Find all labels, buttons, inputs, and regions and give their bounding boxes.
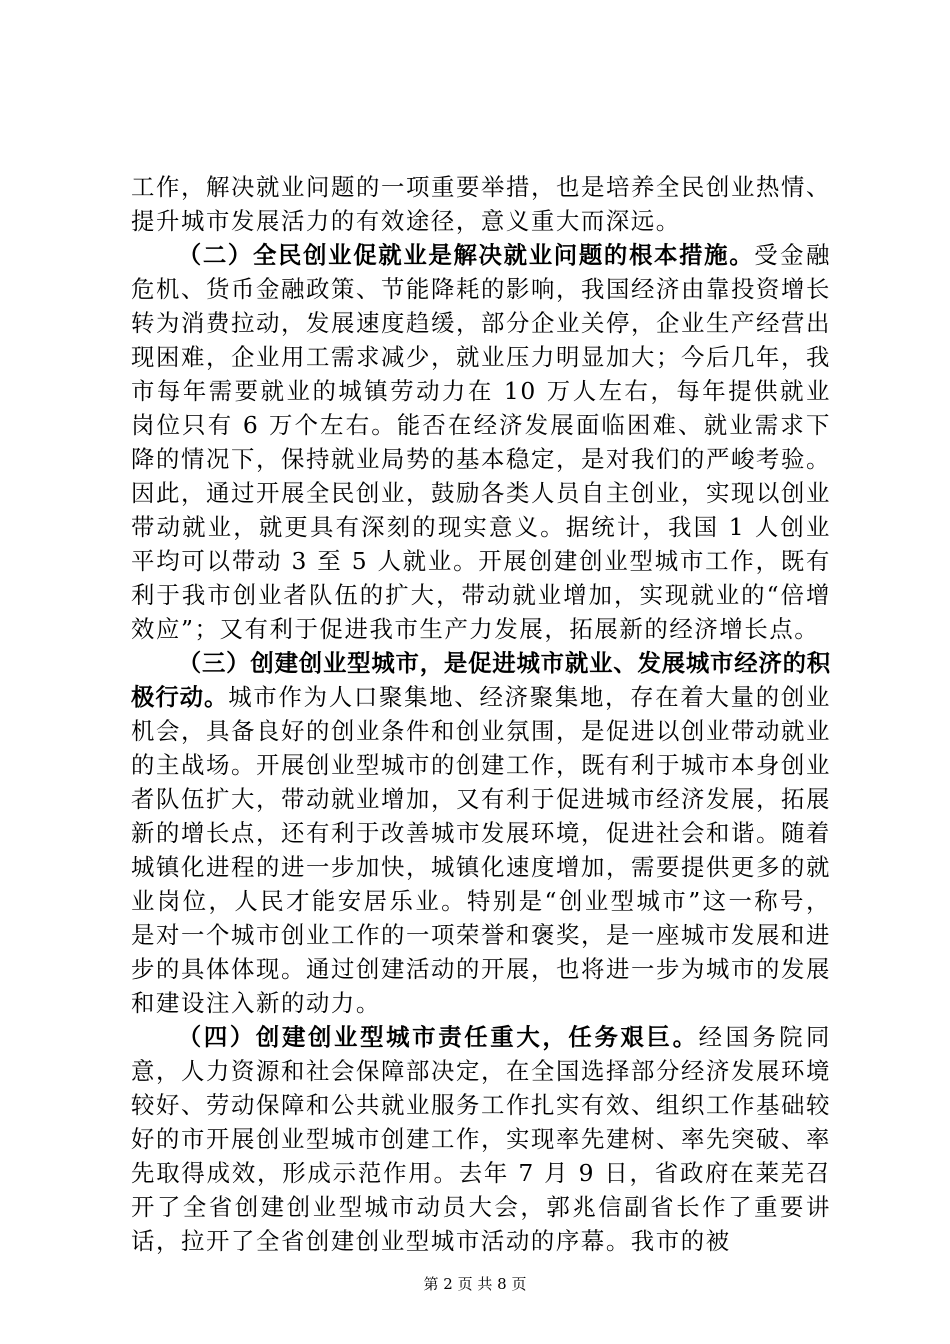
document-body [131,170,831,1258]
section-4-heading: （四）创建创业型城市责任重大，任务艰巨。 [177,1023,699,1051]
section-2-heading: （二）全民创业促就业是解决就业问题的根本措施。 [177,241,755,269]
section-3-paragraph [131,646,831,1020]
section-4-paragraph [131,1020,831,1258]
section-4-body: 经国务院同意，人力资源和社会保障部决定，在全国选择部分经济发展环境较好、劳动保障和公共就业服务工作扎实有效、组织工作基础较好的市开展创业型城市创建工作，实现率先建树、率先突破、率先取得成效，形成示范作用。去年 7 月 9 日，省政府在莱芜召开了全省创建创业型城市动员大会，郭兆信副省长作了重要讲话，拉开了全省创建创业型城市活动的序幕。我市的被 [131,1023,831,1255]
intro-paragraph: 工作，解决就业问题的一项重要举措，也是培养全民创业热情、提升城市发展活力的有效途径，意义重大而深远。 [131,173,831,235]
section-2-paragraph [131,238,831,646]
section-3-heading: （三）创建创业型城市，是促进城市就业、发展城市经济的积极行动。 [131,649,831,711]
section-3-body: 城市作为人口聚集地、经济聚集地，存在着大量的创业机会，具备良好的创业条件和创业氛围，是促进以创业带动就业的主战场。开展创业型城市的创建工作，既有利于城市本身创业者队伍扩大，带动就业增加，又有利于促进城市经济发展，拓展新的增长点，还有利于改善城市发展环境，促进社会和谐。随着城镇化进程的进一步加快，城镇化速度增加，需要提供更多的就业岗位，人民才能安居乐业。特别是“创业型城市”这一称号，是对一个城市创业工作的一项荣誉和褒奖，是一座城市发展和进步的具体体现。通过创建活动的开展，也将进一步为城市的发展和建设注入新的动力。 [131,683,831,1017]
section-2-body: 受金融危机、货币金融政策、节能降耗的影响，我国经济由靠投资增长转为消费拉动，发展速度趋缓，部分企业关停，企业生产经营出现困难，企业用工需求减少，就业压力明显加大；今后几年，我市每年需要就业的城镇劳动力在 10 万人左右，每年提供就业岗位只有 6 万个左右。能否在经济发展面临困难、就业需求下降的情况下，保持就业局势的基本稳定，是对我们的严峻考验。因此，通过开展全民创业，鼓励各类人员自主创业，实现以创业带动就业，就更具有深刻的现实意义。据统计，我国 1 人创业平均可以带动 3 至 5 人就业。开展创建创业型城市工作，既有利于我市创业者队伍的扩大，带动就业增加，实现就业的“倍增效应”；又有利于促进我市生产力发展，拓展新的经济增长点。 [131,241,831,643]
page-footer: 第 2 页 共 8 页 [423,1275,527,1293]
